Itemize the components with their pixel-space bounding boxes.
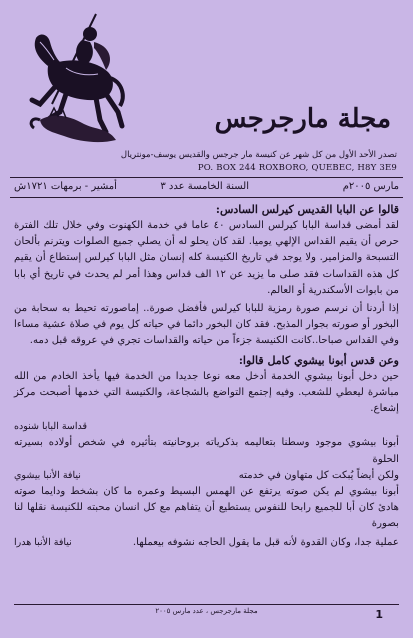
article2-paragraph: عملية جدا، وكان القدوة لأنه قبل ما يقول الحاجه نشوفه بيعملها. (132, 536, 399, 548)
quote-attribution-row (14, 435, 399, 467)
magazine-subtitle: تصدر الأحد الأول من كل شهر عن كنيسة مار جرجس والقديس يوسف-مونتريال (120, 150, 397, 160)
article2-paragraph: أبونا بيشوي لم يكن صوته يرتفع عن الهمس البسيط وعمره ما كان بشخط ودايما صوته هادئ كان أبا للجميع رابحا للنفوس يستطيع أن يتفاهم مع كل انسان محبته للكنيسة نقلها لنا بصورة (14, 486, 399, 530)
quote-attribution-row (14, 468, 399, 484)
saint-george-icon (10, 8, 132, 148)
article2-paragraph: أبونا بيشوي موجود وسطنا بتعاليمه بذكرياته بروحانيته بتأثيره في شخص أولاده بسيرته الحلوة (14, 437, 399, 465)
article1-heading: قالوا عن البابا القديس كيرلس السادس: (215, 203, 399, 216)
quote-attribution-row (14, 419, 399, 435)
magazine-title: مجلة مارجرجس (214, 104, 391, 134)
quote-attribution-row (14, 535, 399, 551)
header-divider (10, 177, 403, 178)
footer-text: مجلة مارجرجس ، عدد مارس ٢٠٠٥ (155, 607, 258, 615)
quote-attribution: نيافة الأنبا بيشوي (14, 469, 81, 481)
mailing-address: PO. BOX 244 ROXBORO, QUEBEC, H8Y 3E9 (197, 163, 397, 173)
issue-date: مارس ٢٠٠٥م (342, 181, 399, 192)
header-divider-bottom (10, 197, 403, 198)
article2-paragraph: حين دخل أبونا بيشوي الخدمة أدخل معه نوعا جديدا من الخدمة فيها يأخذ الخادم من الله مباشرة ليعطي للشعب. وفيه إجتمع التواضع بالشجاعة، والكنيسة التي خدمها أصبحت مركز إشعاع. (14, 370, 399, 415)
coptic-date: أمشير - برمهات ١٧٢١ش (14, 181, 117, 192)
quote-attribution: نيافة الأنبا هدرا (14, 536, 72, 548)
footer-divider (14, 604, 399, 605)
page-number: 1 (375, 608, 383, 621)
article2-paragraph: ولكن أيضاً يُبكت كل متهاون في خدمته (238, 469, 399, 481)
article1-paragraph: لقد أمضى قداسة البابا كيرلس السادس ٤٠ عاما في خدمة الكهنوت وفي خلال تلك الفترة حرص أن يقيم القداس الإلهي يوميا. لقد كان يحلو له أن يصلي جميع الصلوات ويترنم بألحان التسبحة والمزامير. ولا يوجد في تاريخ الكنيسة كله إنسان مثل البابا كيرلس إستطاع أن يقيم كل هذه القداسات فقد صلى ما يزيد عن ١٢ الف قداس وهذا أمر لم يحدث في تاريخ أي بابا من بابوات الأسكندرية أو العالم. (14, 220, 400, 296)
issue-volume: السنة الخامسة عدد ٣ (160, 181, 249, 192)
issue-info (14, 181, 399, 195)
article1-paragraph: إذا أردنا أن نرسم صورة رمزية للبابا كيرلس فأفضل صورة.. إماصورته تحيط به سحابة من البخور أو صورته بجوار المذبح. فقد كان البخور دائما في حياته كل يوم في صلاة عشية مساءا وفي القداس صباحا..كانت الكنيسة جزءاً من حياته والقداسات تجري في عروقه قبل دمه. (14, 303, 399, 347)
article-body (14, 201, 399, 551)
article2-heading: وعن قدس أبونا بيشوي كامل قالوا: (238, 353, 399, 367)
quote-attribution: قداسة البابا شنوده (14, 421, 88, 433)
